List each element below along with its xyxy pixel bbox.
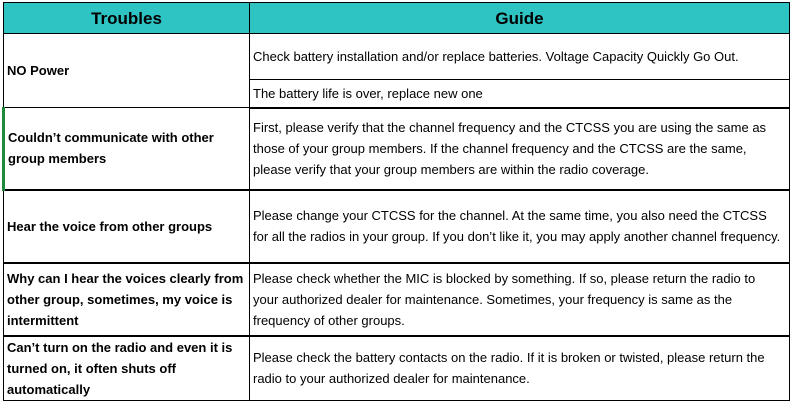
- table-row: [4, 108, 790, 190]
- guide-cell: Check battery installation and/or replace batteries. Voltage Capacity Quickly Go Out.: [250, 34, 790, 80]
- table-row: [4, 190, 790, 263]
- table-row: [4, 34, 790, 80]
- header-row: [4, 3, 790, 34]
- trouble-cell: Why can I hear the voices clearly from other group, sometimes, my voice is intermittent: [4, 263, 250, 336]
- table-row: [4, 336, 790, 401]
- table-row: [4, 263, 790, 336]
- header-guide: Guide: [250, 3, 790, 34]
- guide-cell: First, please verify that the channel frequency and the CTCSS you are using the same as those of your group members. If the channel frequency and the CTCSS are the same, please verify that your group members are within the radio coverage.: [250, 108, 790, 190]
- header-troubles: Troubles: [4, 3, 250, 34]
- guide-cell: The battery life is over, replace new one: [250, 80, 790, 108]
- guide-cell: Please change your CTCSS for the channel. At the same time, you also need the CTCSS for all the radios in your group. If you don’t like it, you may apply another channel frequency.: [250, 190, 790, 263]
- guide-cell: Please check the battery contacts on the radio. If it is broken or twisted, please return the radio to your authorized dealer for maintenance.: [250, 336, 790, 401]
- trouble-cell: Hear the voice from other groups: [4, 190, 250, 263]
- trouble-cell: NO Power: [4, 34, 250, 108]
- troubleshooting-table: [2, 2, 790, 401]
- trouble-cell: Can’t turn on the radio and even it is turned on, it often shuts off automatically: [4, 336, 250, 401]
- trouble-cell: Couldn’t communicate with other group members: [4, 108, 250, 190]
- guide-cell: Please check whether the MIC is blocked by something. If so, please return the radio to your authorized dealer for maintenance. Sometimes, your frequency is same as the frequency of other groups.: [250, 263, 790, 336]
